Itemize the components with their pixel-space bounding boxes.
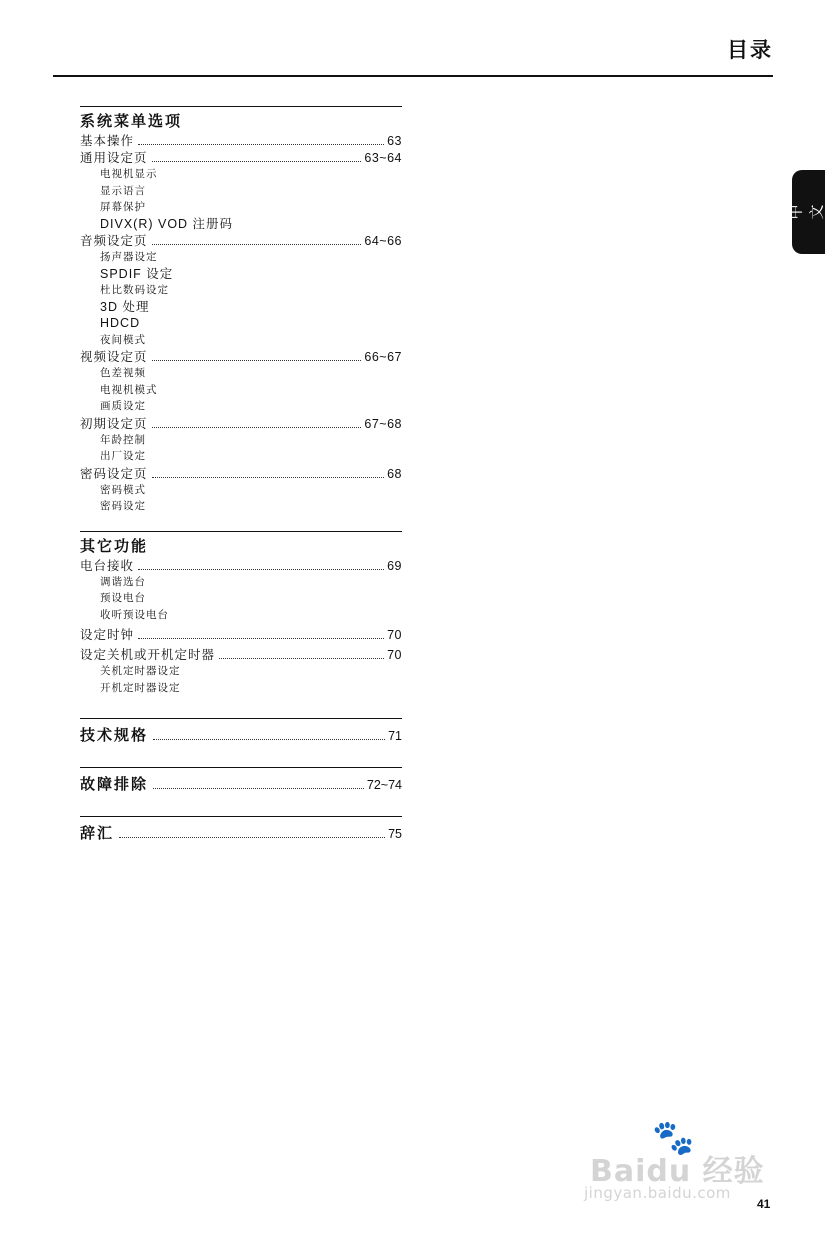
language-tab xyxy=(787,170,830,254)
toc-entry[interactable] xyxy=(80,626,402,643)
dot-leader xyxy=(119,822,385,838)
entry-page: 71 xyxy=(388,729,402,743)
toc-section-system-menu xyxy=(80,106,402,515)
toc-entry[interactable] xyxy=(80,722,402,748)
entry-label: 技术规格 xyxy=(80,726,149,744)
entry-page: 75 xyxy=(388,827,402,841)
toc-subentry: 屏幕保护 xyxy=(100,201,146,213)
toc-entry[interactable] xyxy=(80,232,402,249)
toc-subentry: 扬声器设定 xyxy=(100,251,158,263)
entry-label: 视频设定页 xyxy=(80,349,148,364)
entry-page: 70 xyxy=(387,648,402,662)
toc-subentry: 预设电台 xyxy=(100,592,146,604)
dot-leader xyxy=(153,773,364,789)
toc-subentry: 年龄控制 xyxy=(100,433,146,446)
toc-subentry: 画质设定 xyxy=(100,400,146,412)
toc-subentry: DIVX(R) VOD 注册码 xyxy=(100,216,234,231)
toc-section-troubleshooting xyxy=(80,767,402,797)
toc-entry[interactable] xyxy=(80,557,402,574)
section-title: 其它功能 xyxy=(80,536,149,555)
toc-subentry: 夜间模式 xyxy=(100,333,146,346)
entry-label: 通用设定页 xyxy=(80,150,148,165)
toc-subentry: 收听预设电台 xyxy=(100,608,169,621)
entry-page: 64~66 xyxy=(364,234,402,248)
watermark-url: jingyan.baidu.com xyxy=(584,1184,731,1202)
toc-subentry: 显示语言 xyxy=(100,184,146,197)
dot-leader xyxy=(138,627,384,639)
dot-leader xyxy=(152,416,362,428)
toc-entry[interactable] xyxy=(80,820,402,846)
toc-subentry: 杜比数码设定 xyxy=(100,284,169,296)
entry-page: 67~68 xyxy=(364,416,402,431)
toc-subentry: 密码设定 xyxy=(100,500,146,512)
entry-label: 初期设定页 xyxy=(80,415,148,431)
page-title: 目录 xyxy=(727,38,773,62)
entry-page: 70 xyxy=(387,628,402,642)
entry-label: 音频设定页 xyxy=(80,233,148,248)
dot-leader xyxy=(152,349,362,361)
toc-subentry: HDCD xyxy=(100,316,141,330)
dot-leader xyxy=(219,647,384,659)
toc-subentry: 色差视频 xyxy=(100,367,146,379)
entry-label: 密码设定页 xyxy=(80,465,148,481)
entry-label: 电台接收 xyxy=(80,557,135,573)
dot-leader xyxy=(138,133,384,145)
dot-leader xyxy=(152,233,362,245)
baidu-watermark xyxy=(582,1118,782,1208)
dot-leader xyxy=(152,150,362,162)
section-title: 系统菜单选项 xyxy=(80,112,183,130)
dot-leader xyxy=(138,558,384,570)
entry-page: 63 xyxy=(387,134,402,148)
toc-subentry: 出厂设定 xyxy=(100,450,146,462)
toc-subentry: 开机定时器设定 xyxy=(100,681,181,694)
entry-label: 基本操作 xyxy=(80,133,135,148)
page-number: 41 xyxy=(757,1197,771,1211)
entry-page: 63~64 xyxy=(364,151,402,165)
toc-subentry: 电视机模式 xyxy=(100,383,158,396)
header-rule xyxy=(53,75,773,77)
entry-page: 72~74 xyxy=(366,778,402,792)
watermark-main: Baidu 经验 xyxy=(590,1154,765,1189)
toc-section-other-functions xyxy=(80,531,402,697)
paw-icon: 🐾 xyxy=(652,1118,695,1158)
entry-page: 69 xyxy=(387,558,402,573)
language-tab-label: 中文 xyxy=(787,203,830,222)
dot-leader xyxy=(153,724,385,740)
toc-subentry: 电视机显示 xyxy=(100,168,158,180)
entry-label: 辞汇 xyxy=(80,824,115,842)
table-of-contents xyxy=(80,106,402,846)
dot-leader xyxy=(152,466,385,478)
toc-section-glossary xyxy=(80,816,402,846)
toc-subentry: 3D 处理 xyxy=(100,299,150,314)
entry-label: 设定关机或开机定时器 xyxy=(80,647,216,662)
toc-entry[interactable] xyxy=(80,149,402,166)
toc-entry[interactable] xyxy=(80,348,402,365)
entry-page: 66~67 xyxy=(364,350,402,364)
entry-label: 故障排除 xyxy=(80,775,149,793)
toc-entry[interactable] xyxy=(80,771,402,797)
toc-subentry: 密码模式 xyxy=(100,483,146,496)
entry-label: 设定时钟 xyxy=(80,627,135,642)
toc-subentry: SPDIF 设定 xyxy=(100,266,174,281)
toc-entry[interactable] xyxy=(80,132,402,149)
toc-entry[interactable] xyxy=(80,465,402,482)
toc-subentry: 关机定时器设定 xyxy=(100,665,181,677)
toc-entry[interactable] xyxy=(80,415,402,432)
entry-page: 68 xyxy=(387,466,402,481)
toc-subentry: 调谐选台 xyxy=(100,575,146,588)
toc-section-specifications xyxy=(80,718,402,748)
toc-entry[interactable] xyxy=(80,646,402,663)
